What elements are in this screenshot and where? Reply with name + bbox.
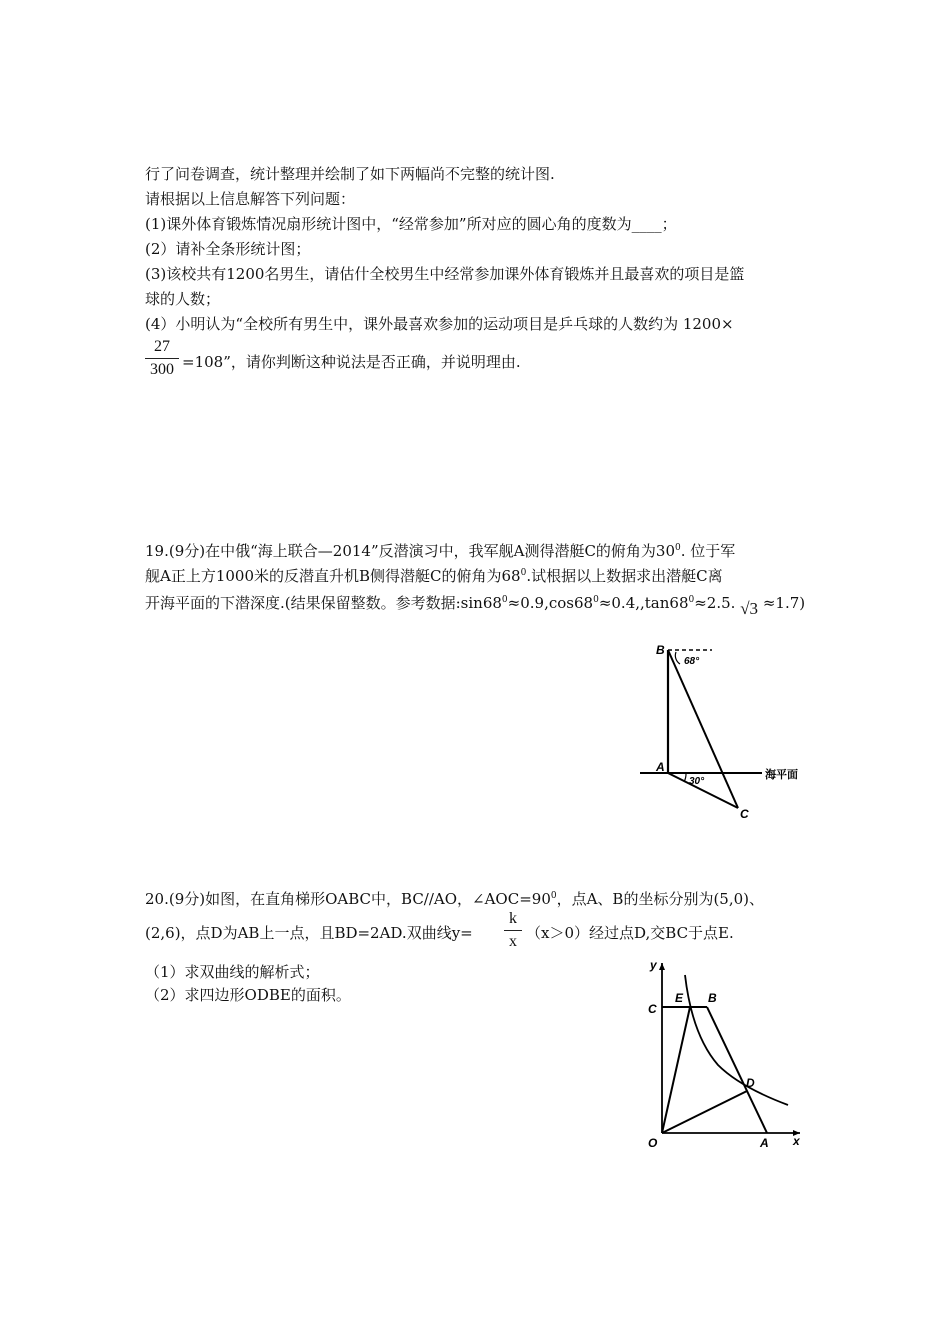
s18-question-2: (2）请补全条形统计图； <box>145 240 311 258</box>
s19-figure <box>640 640 820 830</box>
s20-fraction-denominator: x <box>509 933 517 950</box>
label-D: D <box>746 1076 755 1090</box>
s20-question-1: （1）求双曲线的解析式； <box>145 963 320 981</box>
s18-prompt: 请根据以上信息解答下列问题： <box>145 190 356 208</box>
s18-fraction <box>145 338 179 379</box>
s18-fraction-denominator: 300 <box>150 361 174 378</box>
s20-line-1: 20.(9分)如图，在直角梯形OABC中，BC//AO，$\angle AOC=90^0$，点A、B的坐标分别为(5,0)、 <box>145 890 765 908</box>
label-B: B <box>656 643 665 657</box>
label-A2: A <box>760 1136 769 1150</box>
s20-fraction <box>504 910 522 951</box>
s19-line-1: 19.(9分)在中俄“海上联合—2014”反潜演习中，我军舰A测得潜艇C的俯角为$30^0$. 位于军 <box>145 542 736 560</box>
s20-line-2-a: (2,6)，点D为AB上一点，且BD=2AD.双曲线y= <box>145 924 473 942</box>
s20-figure <box>630 955 810 1155</box>
s20-fraction-numerator: k <box>509 910 517 927</box>
label-E: E <box>675 991 684 1005</box>
label-C2: C <box>648 1002 657 1016</box>
label-y: y <box>650 958 657 972</box>
s19-line-3: 开海平面的下潜深度.(结果保留整数。参考数据$:\sin 68^0\approx 0.9,\cos 68^0\approx 0.4,,\tan 68^0\approx 2.5$. √3 ≈1.7) <box>145 594 806 618</box>
label-68: 68° <box>684 656 700 667</box>
s19-line-2: 舰A正上方1000米的反潜直升机B侧得潜艇C的俯角为$68^0$.试根据以上数据求出潜艇C离 <box>145 567 723 585</box>
label-A: A <box>656 760 665 774</box>
s18-question-4b: =108”，请你判断这种说法是否正确，并说明理由. <box>182 353 521 371</box>
s18-question-3a: (3)该校共有1200名男生，请估什全校男生中经常参加课外体育锻炼并且最喜欢的项目是篮 <box>145 265 745 283</box>
s20-question-2: （2）求四边形ODBE的面积。 <box>145 986 351 1004</box>
sqrt3: √3 <box>740 599 759 618</box>
label-x: x <box>793 1134 800 1148</box>
s18-question-3b: 球的人数； <box>145 290 221 308</box>
s18-question-1: (1)课外体育锻炼情况扇形统计图中，“经常参加”所对应的圆心角的度数为____； <box>145 215 677 233</box>
label-O: O <box>648 1136 658 1150</box>
label-sea-level: 海平面 <box>765 769 798 781</box>
s18-question-4a: (4）小明认为“全校所有男生中，课外最喜欢参加的运动项目是乒乓球的人数约为 1200× <box>145 315 734 333</box>
s18-fraction-numerator: 27 <box>154 338 170 355</box>
label-30: 30° <box>689 776 705 787</box>
label-C: C <box>740 807 749 821</box>
s18-intro: 行了问卷调查，统计整理并绘制了如下两幅尚不完整的统计图. <box>145 165 555 183</box>
label-B2: B <box>708 991 717 1005</box>
s20-line-2-b: （x＞0）经过点D,交BC于点E. <box>526 924 734 942</box>
